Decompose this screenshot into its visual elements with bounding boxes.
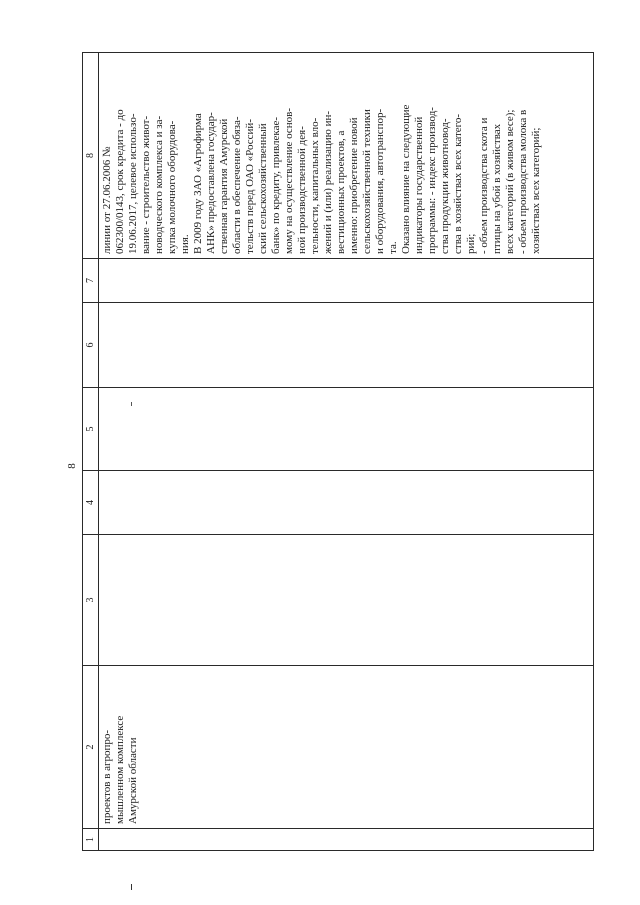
description-line: индикаторы государственной: [413, 116, 425, 254]
description-line: вестиционных проектов, а: [335, 130, 347, 254]
description-line: области в обеспечение обяза-: [231, 116, 243, 254]
description-line: 19.06.2017, целевое использо-: [127, 113, 139, 254]
description-line: - объем производства молока в: [517, 109, 529, 254]
description-line: тельств перед ОАО «Россий-: [244, 119, 256, 254]
description-line: новодческого комплекса и за-: [153, 115, 165, 254]
description-line: 062300/0143, срок кредита - до: [114, 109, 126, 254]
description-line: линии от 27.06.2006 №: [101, 146, 113, 254]
table-row: [99, 53, 594, 851]
column-header-6: 6: [83, 303, 99, 388]
rotated-table-container: [82, 53, 594, 851]
project-name-line: проектов в агропро-: [101, 729, 113, 824]
data-table: [82, 52, 594, 851]
cell-col-8: [99, 53, 594, 259]
page-number: 8: [66, 463, 78, 469]
column-header-8: 8: [83, 53, 99, 259]
cell-col-7: [99, 259, 594, 303]
description-line: В 2009 году ЗАО «Агрофирма: [192, 113, 204, 254]
scan-mark: [131, 884, 132, 890]
cell-col-5: [99, 388, 594, 471]
project-name-line: Амурской области: [127, 737, 139, 824]
description-line: ной производственной дея-: [296, 126, 308, 254]
description-line: ский сельскохозяйственный: [257, 123, 269, 254]
cell-col-4: [99, 471, 594, 535]
cell-col-6: [99, 303, 594, 388]
description-line: птицы на убой в хозяйствах: [491, 123, 503, 254]
column-header-2: 2: [83, 666, 99, 829]
description-line: та.: [387, 241, 399, 254]
description-line: Оказано влияние на следующие: [400, 104, 412, 254]
description-line: купка молочного оборудова-: [166, 120, 178, 254]
column-header-4: 4: [83, 471, 99, 535]
description-line: и оборудования, автотранспор-: [374, 108, 386, 254]
cell-col-1: [99, 829, 594, 851]
description-line: вание - строительство живот-: [140, 115, 152, 254]
description-line: рий;: [465, 233, 477, 254]
description-line: тельности, капитальных вло-: [309, 117, 321, 254]
column-header-3: 3: [83, 535, 99, 666]
column-header-1: 1: [83, 829, 99, 851]
cell-col-2: [99, 666, 594, 829]
project-name-line: мышленном комплексе: [114, 715, 126, 824]
header-row: [83, 53, 99, 851]
description-line: всех категорий (в живом весе);: [504, 109, 516, 254]
description-line: хозяйствах всех категорий;: [530, 127, 542, 254]
description-line: жений и (или) реализацию ин-: [322, 111, 334, 254]
description-line: банк» по кредиту, привлекае-: [270, 116, 282, 254]
description-line: именно: приобретение новой: [348, 117, 360, 254]
description-line: программы: - индекс производ-: [426, 107, 438, 254]
description-line: ства продукции животновод-: [439, 118, 451, 254]
description-text: [99, 53, 543, 258]
description-line: ства в хозяйствах всех катего-: [452, 113, 464, 254]
description-line: ния.: [179, 234, 191, 254]
column-header-7: 7: [83, 259, 99, 303]
cell-col-3: [99, 535, 594, 666]
column-header-5: 5: [83, 388, 99, 471]
description-line: сельскохозяйственной техники: [361, 109, 373, 254]
description-line: АНК» предоставлена государ-: [205, 112, 217, 254]
description-line: ственная гарантия Амурской: [218, 118, 230, 254]
project-name-text: [99, 666, 140, 828]
description-line: - объем производства скота и: [478, 117, 490, 254]
scan-speck: [131, 402, 132, 406]
description-line: мому на осуществление основ-: [283, 107, 295, 254]
